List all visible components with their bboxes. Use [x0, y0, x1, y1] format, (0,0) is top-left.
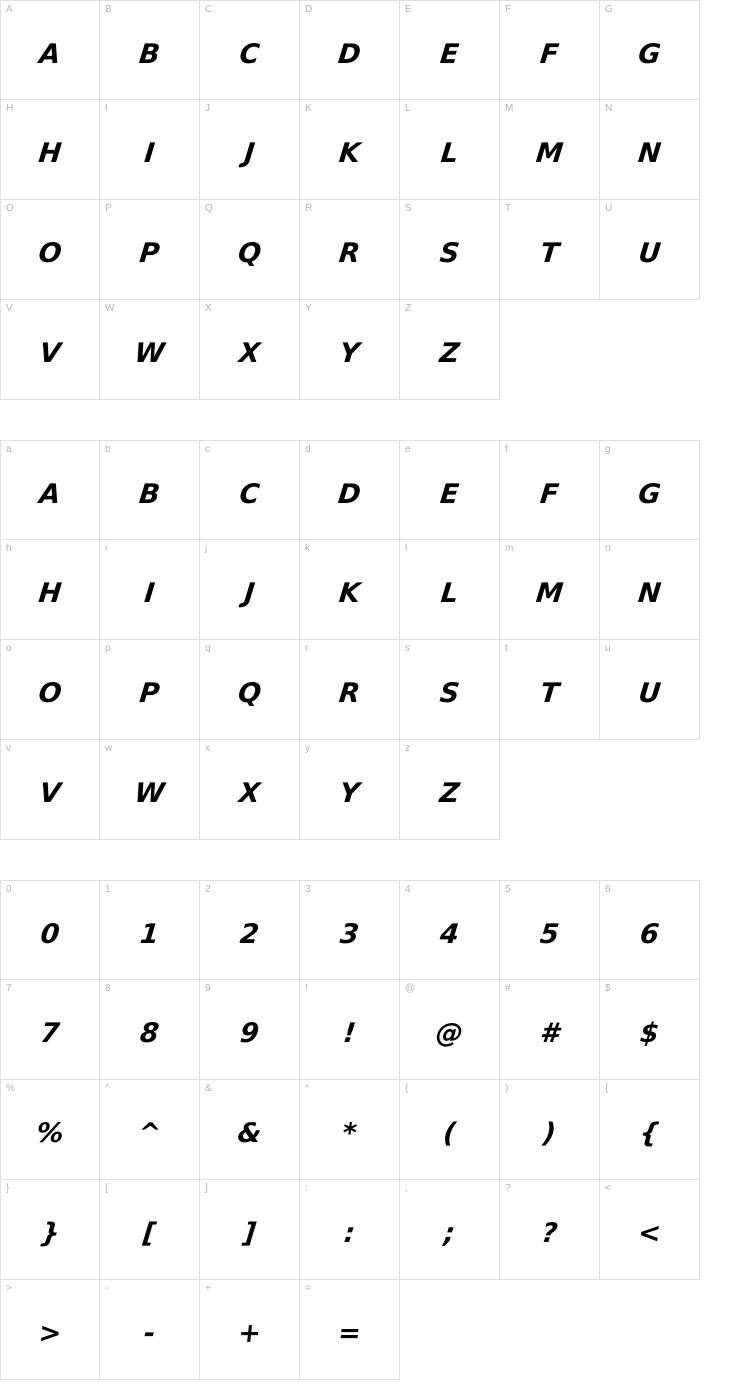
glyph-cell-label: h: [6, 543, 12, 554]
glyph-cell[interactable]: [100, 540, 200, 640]
glyph-cell-character: V: [37, 338, 62, 369]
glyph-cell[interactable]: [200, 100, 300, 200]
glyph-cell-label: T: [505, 203, 512, 214]
glyph-cell-character: 2: [238, 918, 260, 950]
glyph-cell-character: M: [534, 138, 564, 169]
glyph-cell-character: ]: [241, 1218, 257, 1249]
glyph-cell-character: N: [636, 138, 662, 169]
glyph-cell-character: G: [636, 478, 662, 510]
glyph-cell-character: O: [36, 678, 63, 709]
glyph-cell[interactable]: [500, 540, 600, 640]
glyph-cell-character: H: [37, 138, 63, 169]
glyph-cell[interactable]: [500, 640, 600, 740]
glyph-cell-character: &: [236, 1118, 262, 1149]
glyph-cell-label: 7: [6, 983, 12, 994]
glyph-cell-character: 0: [39, 918, 61, 950]
glyph-cell-character: *: [340, 1118, 358, 1149]
grid-filler: [400, 1280, 500, 1380]
glyph-cell-label: x: [205, 743, 210, 754]
glyph-cell-label: ^: [105, 1083, 110, 1094]
glyph-cell-label: y: [305, 743, 310, 754]
glyph-cell-label: Y: [305, 303, 312, 314]
glyph-cell[interactable]: [300, 740, 400, 840]
glyph-cell[interactable]: [600, 0, 700, 100]
glyph-cell-character: I: [142, 578, 156, 609]
glyph-cell[interactable]: [0, 100, 100, 200]
glyph-cell-label: K: [305, 103, 312, 114]
glyph-cell-character: 4: [438, 918, 460, 950]
glyph-cell-label: a: [6, 444, 12, 455]
glyph-cell-label: u: [605, 643, 611, 654]
glyph-cell-label: 8: [105, 983, 111, 994]
glyph-cell-label: w: [105, 743, 113, 754]
glyph-cell-label: !: [305, 983, 308, 994]
glyph-cell-label: c: [205, 444, 210, 455]
glyph-cell-label: l: [405, 543, 408, 554]
glyph-cell-character: A: [37, 478, 62, 510]
glyph-cell[interactable]: [100, 1280, 200, 1380]
glyph-cell-label: +: [205, 1283, 211, 1294]
glyph-cell-label: %: [6, 1083, 15, 1094]
glyph-cell[interactable]: [200, 1080, 300, 1180]
glyph-cell-character: P: [138, 678, 161, 709]
glyph-cell-character: L: [439, 578, 459, 609]
glyph-cell-label: J: [205, 103, 210, 114]
glyph-cell-character: X: [237, 338, 261, 369]
glyph-cell[interactable]: [100, 300, 200, 400]
glyph-cell-character: K: [337, 138, 361, 169]
glyph-cell[interactable]: [500, 980, 600, 1080]
glyph-cell-label: P: [105, 203, 112, 214]
glyph-cell[interactable]: [300, 1080, 400, 1180]
glyph-cell-label: G: [605, 4, 613, 15]
glyph-cell[interactable]: [0, 1080, 100, 1180]
glyph-cell-character: {: [638, 1118, 660, 1149]
glyph-cell-label: }: [6, 1183, 10, 1194]
glyph-cell[interactable]: [200, 1180, 300, 1280]
glyph-cell-character: 8: [138, 1018, 160, 1049]
glyph-cell-character: >: [37, 1318, 63, 1349]
glyph-cell-character: T: [538, 678, 560, 709]
glyph-cell-label: 3: [305, 884, 311, 895]
glyph-cell-character: X: [237, 778, 261, 809]
glyph-cell-label: A: [6, 4, 13, 15]
glyph-cell-character: D: [336, 478, 362, 510]
glyph-cell-character: K: [337, 578, 361, 609]
glyph-cell-label: q: [205, 643, 211, 654]
glyph-cell-character: 3: [338, 918, 360, 950]
glyph-cell-character: V: [37, 778, 62, 809]
glyph-cell-character: <: [636, 1218, 662, 1249]
glyph-cell[interactable]: [600, 200, 700, 300]
glyph-cell[interactable]: [500, 100, 600, 200]
glyph-cell[interactable]: [400, 740, 500, 840]
glyph-cell-character: Z: [438, 338, 460, 369]
glyph-cell-character: E: [438, 478, 460, 510]
glyph-cell-character: S: [438, 238, 460, 269]
glyph-cell-character: C: [238, 38, 261, 70]
block-spacer: [0, 400, 740, 440]
glyph-cell[interactable]: [600, 1180, 700, 1280]
glyph-cell-label: ): [505, 1083, 509, 1094]
glyph-cell-character: F: [538, 38, 560, 70]
glyph-cell-character: ): [541, 1118, 557, 1149]
glyph-cell[interactable]: [0, 980, 100, 1080]
glyph-cell[interactable]: [100, 200, 200, 300]
glyph-cell[interactable]: [600, 1080, 700, 1180]
glyph-cell-character: 1: [138, 918, 160, 950]
glyph-cell-label: ?: [505, 1183, 511, 1194]
glyph-cell-label: 0: [6, 884, 12, 895]
glyph-cell-character: J: [242, 138, 256, 169]
glyph-cell-character: C: [238, 478, 261, 510]
glyph-cell[interactable]: [300, 1280, 400, 1380]
glyph-cell-character: [: [141, 1218, 157, 1249]
glyph-cell-character: I: [142, 138, 156, 169]
glyph-cell-character: U: [636, 678, 662, 709]
glyph-cell[interactable]: [200, 440, 300, 540]
glyph-cell-character: %: [34, 1118, 65, 1149]
glyph-cell[interactable]: [600, 440, 700, 540]
glyph-cell-character: F: [538, 478, 560, 510]
glyph-cell-character: L: [439, 138, 459, 169]
glyph-cell-label: X: [205, 303, 212, 314]
glyph-cell-label: >: [6, 1283, 12, 1294]
glyph-cell[interactable]: [0, 300, 100, 400]
glyph-cell-label: $: [605, 983, 611, 994]
glyph-cell[interactable]: [400, 440, 500, 540]
glyph-cell-label: O: [6, 203, 14, 214]
glyph-cell[interactable]: [400, 540, 500, 640]
glyph-cell[interactable]: [400, 1080, 500, 1180]
glyph-cell-label: r: [305, 643, 309, 654]
glyph-cell-character: ;: [442, 1218, 456, 1249]
glyph-cell-label: b: [105, 444, 111, 455]
glyph-cell-label: F: [505, 4, 512, 15]
glyph-cell[interactable]: [100, 880, 200, 980]
glyph-cell-character: 7: [39, 1018, 61, 1049]
grid-filler: [500, 740, 600, 840]
glyph-cell[interactable]: [300, 1180, 400, 1280]
glyph-cell[interactable]: [200, 200, 300, 300]
glyph-cell-label: (: [405, 1083, 409, 1094]
glyph-cell[interactable]: [500, 1080, 600, 1180]
glyph-cell[interactable]: [500, 1180, 600, 1280]
grid-filler: [600, 1280, 700, 1380]
glyph-cell-character: 6: [638, 918, 660, 950]
glyph-cell-label: W: [105, 303, 115, 314]
glyph-cell[interactable]: [400, 300, 500, 400]
glyph-cell[interactable]: [300, 880, 400, 980]
glyph-cell-label: -: [105, 1283, 109, 1294]
glyph-cell-character: S: [438, 678, 460, 709]
glyph-cell-character: R: [337, 678, 361, 709]
glyph-cell[interactable]: [200, 980, 300, 1080]
glyph-cell-label: E: [405, 4, 412, 15]
glyph-cell[interactable]: [100, 1080, 200, 1180]
glyph-cell[interactable]: [300, 100, 400, 200]
glyph-cell[interactable]: [200, 880, 300, 980]
glyph-cell-label: k: [305, 543, 310, 554]
glyph-cell[interactable]: [300, 640, 400, 740]
grid-filler: [600, 740, 700, 840]
glyph-cell[interactable]: [500, 880, 600, 980]
glyph-grid-digits-and-symbols: [0, 880, 700, 1380]
glyph-cell[interactable]: [200, 300, 300, 400]
glyph-cell-character: =: [336, 1318, 362, 1349]
glyph-cell-label: B: [105, 4, 112, 15]
glyph-cell[interactable]: [400, 1180, 500, 1280]
glyph-cell[interactable]: [600, 980, 700, 1080]
glyph-cell-character: N: [636, 578, 662, 609]
glyph-cell-label: 1: [105, 884, 111, 895]
glyph-cell-label: e: [405, 444, 411, 455]
glyph-cell-label: 5: [505, 884, 511, 895]
glyph-cell[interactable]: [200, 540, 300, 640]
glyph-cell-label: ]: [205, 1183, 208, 1194]
glyph-cell-character: }: [38, 1218, 61, 1249]
glyph-cell[interactable]: [0, 1280, 100, 1380]
glyph-cell-character: -: [142, 1318, 156, 1349]
glyph-cell[interactable]: [100, 440, 200, 540]
glyph-cell[interactable]: [400, 0, 500, 100]
glyph-cell-character: Q: [236, 238, 262, 269]
glyph-cell-label: f: [505, 444, 508, 455]
glyph-cell-label: U: [605, 203, 613, 214]
glyph-cell-character: R: [337, 238, 361, 269]
glyph-cell[interactable]: [400, 100, 500, 200]
glyph-cell-label: ;: [405, 1183, 408, 1194]
glyph-cell[interactable]: [600, 540, 700, 640]
glyph-cell[interactable]: [100, 100, 200, 200]
glyph-cell-label: :: [305, 1183, 308, 1194]
glyph-cell-character: G: [636, 38, 662, 70]
glyph-cell-character: M: [534, 578, 564, 609]
glyph-cell-label: 6: [605, 884, 611, 895]
glyph-cell[interactable]: [300, 440, 400, 540]
glyph-cell-label: V: [6, 303, 13, 314]
glyph-cell-label: [: [105, 1183, 108, 1194]
glyph-cell-character: J: [242, 578, 256, 609]
glyph-cell[interactable]: [400, 880, 500, 980]
glyph-grid-uppercase: [0, 0, 700, 400]
glyph-cell-label: M: [505, 103, 514, 114]
glyph-cell-label: R: [305, 203, 313, 214]
glyph-cell-label: &: [205, 1083, 212, 1094]
glyph-cell-label: Q: [205, 203, 213, 214]
glyph-cell-label: g: [605, 444, 611, 455]
glyph-cell-label: j: [205, 543, 208, 554]
glyph-cell[interactable]: [300, 540, 400, 640]
glyph-cell[interactable]: [0, 1180, 100, 1280]
glyph-cell[interactable]: [600, 640, 700, 740]
glyph-cell[interactable]: [500, 200, 600, 300]
glyph-cell-label: <: [605, 1183, 611, 1194]
grid-filler: [600, 300, 700, 400]
grid-filler: [500, 300, 600, 400]
glyph-cell-label: Z: [405, 303, 412, 314]
glyph-cell[interactable]: [500, 440, 600, 540]
glyph-cell[interactable]: [300, 200, 400, 300]
glyph-cell-label: @: [405, 983, 416, 994]
glyph-cell[interactable]: [0, 0, 100, 100]
glyph-cell[interactable]: [200, 740, 300, 840]
glyph-cell-character: P: [138, 238, 161, 269]
glyph-cell-character: 5: [538, 918, 560, 950]
glyph-cell[interactable]: [0, 740, 100, 840]
glyph-cell-label: *: [305, 1083, 309, 1094]
grid-filler: [500, 1280, 600, 1380]
glyph-cell-character: #: [538, 1018, 560, 1049]
glyph-cell[interactable]: [200, 0, 300, 100]
glyph-cell-character: 9: [238, 1018, 260, 1049]
glyph-cell-label: 2: [205, 884, 211, 895]
glyph-cell-character: $: [638, 1018, 660, 1049]
glyph-cell[interactable]: [300, 300, 400, 400]
glyph-cell[interactable]: [500, 0, 600, 100]
glyph-cell[interactable]: [400, 200, 500, 300]
glyph-cell[interactable]: [0, 200, 100, 300]
glyph-cell-character: +: [236, 1318, 262, 1349]
glyph-cell-character: H: [37, 578, 63, 609]
glyph-cell-label: C: [205, 4, 213, 15]
glyph-cell-character: E: [438, 38, 460, 70]
glyph-cell[interactable]: [400, 640, 500, 740]
glyph-cell[interactable]: [400, 980, 500, 1080]
glyph-cell-label: S: [405, 203, 412, 214]
glyph-cell-label: I: [105, 103, 108, 114]
glyph-cell-label: 9: [205, 983, 211, 994]
glyph-cell-label: #: [505, 983, 511, 994]
glyph-cell[interactable]: [100, 740, 200, 840]
glyph-cell-character: B: [137, 478, 161, 510]
glyph-cell[interactable]: [200, 640, 300, 740]
block-spacer: [0, 840, 740, 880]
glyph-cell[interactable]: [200, 1280, 300, 1380]
glyph-cell-character: T: [538, 238, 560, 269]
glyph-cell-label: i: [105, 543, 108, 554]
glyph-cell-label: 4: [405, 884, 411, 895]
glyph-cell-label: N: [605, 103, 613, 114]
glyph-cell[interactable]: [100, 640, 200, 740]
glyph-cell-character: ?: [540, 1218, 559, 1249]
glyph-cell[interactable]: [300, 0, 400, 100]
glyph-cell-character: (: [441, 1118, 457, 1149]
glyph-cell-character: Y: [338, 338, 360, 369]
glyph-cell-label: H: [6, 103, 14, 114]
glyph-cell[interactable]: [600, 880, 700, 980]
glyph-cell-label: m: [505, 543, 514, 554]
glyph-cell[interactable]: [0, 880, 100, 980]
glyph-cell-character: Y: [338, 778, 360, 809]
glyph-cell-label: n: [605, 543, 611, 554]
glyph-cell[interactable]: [100, 980, 200, 1080]
glyph-cell-character: W: [133, 778, 166, 809]
glyph-cell-character: :: [342, 1218, 356, 1249]
glyph-cell-character: ^: [136, 1118, 162, 1149]
glyph-cell[interactable]: [100, 0, 200, 100]
glyph-cell[interactable]: [0, 540, 100, 640]
glyph-cell-label: {: [605, 1083, 609, 1094]
glyph-cell[interactable]: [300, 980, 400, 1080]
glyph-cell-label: p: [105, 643, 111, 654]
glyph-cell-character: @: [434, 1018, 464, 1049]
glyph-cell-character: O: [36, 238, 63, 269]
glyph-cell-label: t: [505, 643, 508, 654]
glyph-cell-character: D: [336, 38, 362, 70]
glyph-grid-lowercase: [0, 440, 700, 840]
glyph-cell-label: d: [305, 444, 311, 455]
glyph-cell-label: L: [405, 103, 411, 114]
glyph-cell-character: A: [37, 38, 62, 70]
glyph-cell-label: =: [305, 1283, 311, 1294]
glyph-cell-label: D: [305, 4, 313, 15]
glyph-cell-character: B: [137, 38, 161, 70]
glyph-cell-label: v: [6, 743, 11, 754]
glyph-cell-character: Z: [438, 778, 460, 809]
glyph-cell-character: W: [133, 338, 166, 369]
glyph-cell-label: s: [405, 643, 410, 654]
glyph-cell[interactable]: [100, 1180, 200, 1280]
glyph-cell[interactable]: [600, 100, 700, 200]
glyph-cell[interactable]: [0, 640, 100, 740]
glyph-cell-label: z: [405, 743, 410, 754]
glyph-cell-character: U: [636, 238, 662, 269]
glyph-cell[interactable]: [0, 440, 100, 540]
glyph-cell-character: !: [341, 1018, 357, 1049]
glyph-cell-label: o: [6, 643, 12, 654]
glyph-cell-character: Q: [236, 678, 262, 709]
